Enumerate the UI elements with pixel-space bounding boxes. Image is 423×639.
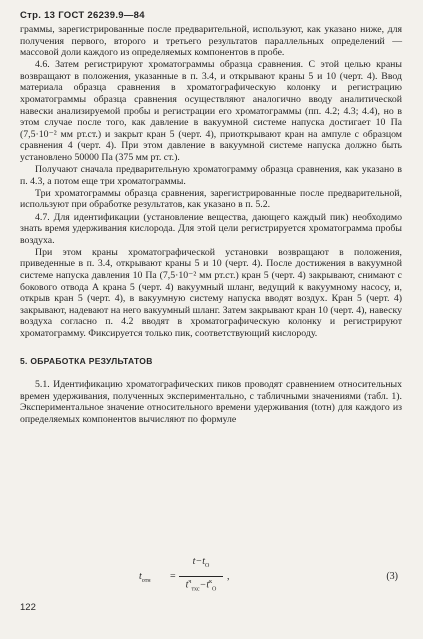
fraction-bar bbox=[179, 576, 223, 577]
formula-numerator: $t-t_O$ bbox=[192, 556, 210, 569]
formula-comma: , bbox=[227, 571, 230, 582]
paragraph-preliminary-chromatogram: Получают сначала предварительную хроматограмму образца сравнения, как указано в п. 4.3, а потом еще три хроматограммы. bbox=[20, 164, 402, 187]
paragraph-continued: граммы, зарегистрированные после предварительной, используют, как указано ниже, для получения первого, второго и третьего результатов параллельных определений — массовой доли каждого из определяемых компонентов в пробе. bbox=[20, 24, 402, 59]
running-header: Стр. 13 ГОСТ 26239.9—84 bbox=[20, 10, 145, 21]
formula-equals: = bbox=[170, 571, 176, 582]
body-text bbox=[20, 24, 402, 426]
formula-number: (3) bbox=[386, 571, 398, 582]
paragraph-air-sample: При этом краны хроматографической установки возвращают в положения, приведенные в п. 3.4, открывают краны 5 и 10 (черт. 4). После достижения в вакуумной системе напуска давления 10 Па (7,5·10⁻² мм рт.ст.) кран 5 (черт. 4) закрывают, снимают с бокового отвода А крана 5 (черт. 4) вакуумный шланг, ведущий к вакуумному насосу, и, открыв кран 5 (черт. 4), в вакуумную систему напуска вводят воздух. Кран 5 (черт. 4) закрывают, надевают на него вакуумный шланг. Затем закрывают кран 10 (черт. 4), навеску воздуха согласно п. 4.2 вводят в хроматографическую колонку и регистрируют хроматограмму. Фиксируется только пик, соответствующий кислороду. bbox=[20, 246, 402, 339]
formula-lhs: $t_{отн}$ bbox=[139, 571, 151, 584]
page-number: 122 bbox=[20, 602, 36, 613]
formula-3 bbox=[20, 554, 402, 598]
paragraph-5-1: 5.1. Идентификацию хроматографических пиков проводят сравнением относительных времен удерживания, полученных экспериментально, с табличными значениями (табл. 1). Экспериментальное значение относительного времени удерживания (tотн) для каждого из определяемых компонентов вычисляют по формуле bbox=[20, 379, 402, 425]
section-title: 5. ОБРАБОТКА РЕЗУЛЬТАТОВ bbox=[20, 355, 153, 366]
paragraph-4-6: 4.6. Затем регистрируют хроматограммы образца сравнения. С этой целью краны возвращают в положения, указанные в п. 3.4, и открывают краны 5 и 10 (черт. 4). Ввод материала образца сравнения в хроматографическую колонку и регистрацию хроматограммы образца сравнения осуществляют аналогично вводу аналитической навески анализируемой пробы и регистрации его хроматограммы (пп. 4.2; 4.3; 4.4), но в этом случае после того, как давление в вакуумной системе напуска достигает 10 Па (7,5·10⁻² мм рт.ст.) и закрыт кран 5 (черт. 4), приоткрывают кран на ампуле с образцом сравнения 4 (черт. 4). При этом давление в вакуумной системе напуска должно быть установлено 50000 Па (375 мм рт. ст.). bbox=[20, 59, 402, 164]
formula-denominator: $t^ч_{тхс}-t^к_O$ bbox=[185, 579, 217, 593]
paragraph-4-7: 4.7. Для идентификации (установление вещества, дающего каждый пик) необходимо знать время удерживания кислорода. Для этой цели регистрируется хроматограмма пробы воздуха. bbox=[20, 211, 402, 246]
paragraph-three-chromatograms: Три хроматограммы образца сравнения, зарегистрированные после предварительной, используют при обработке результатов, как указано в п. 5.2. bbox=[20, 187, 402, 211]
